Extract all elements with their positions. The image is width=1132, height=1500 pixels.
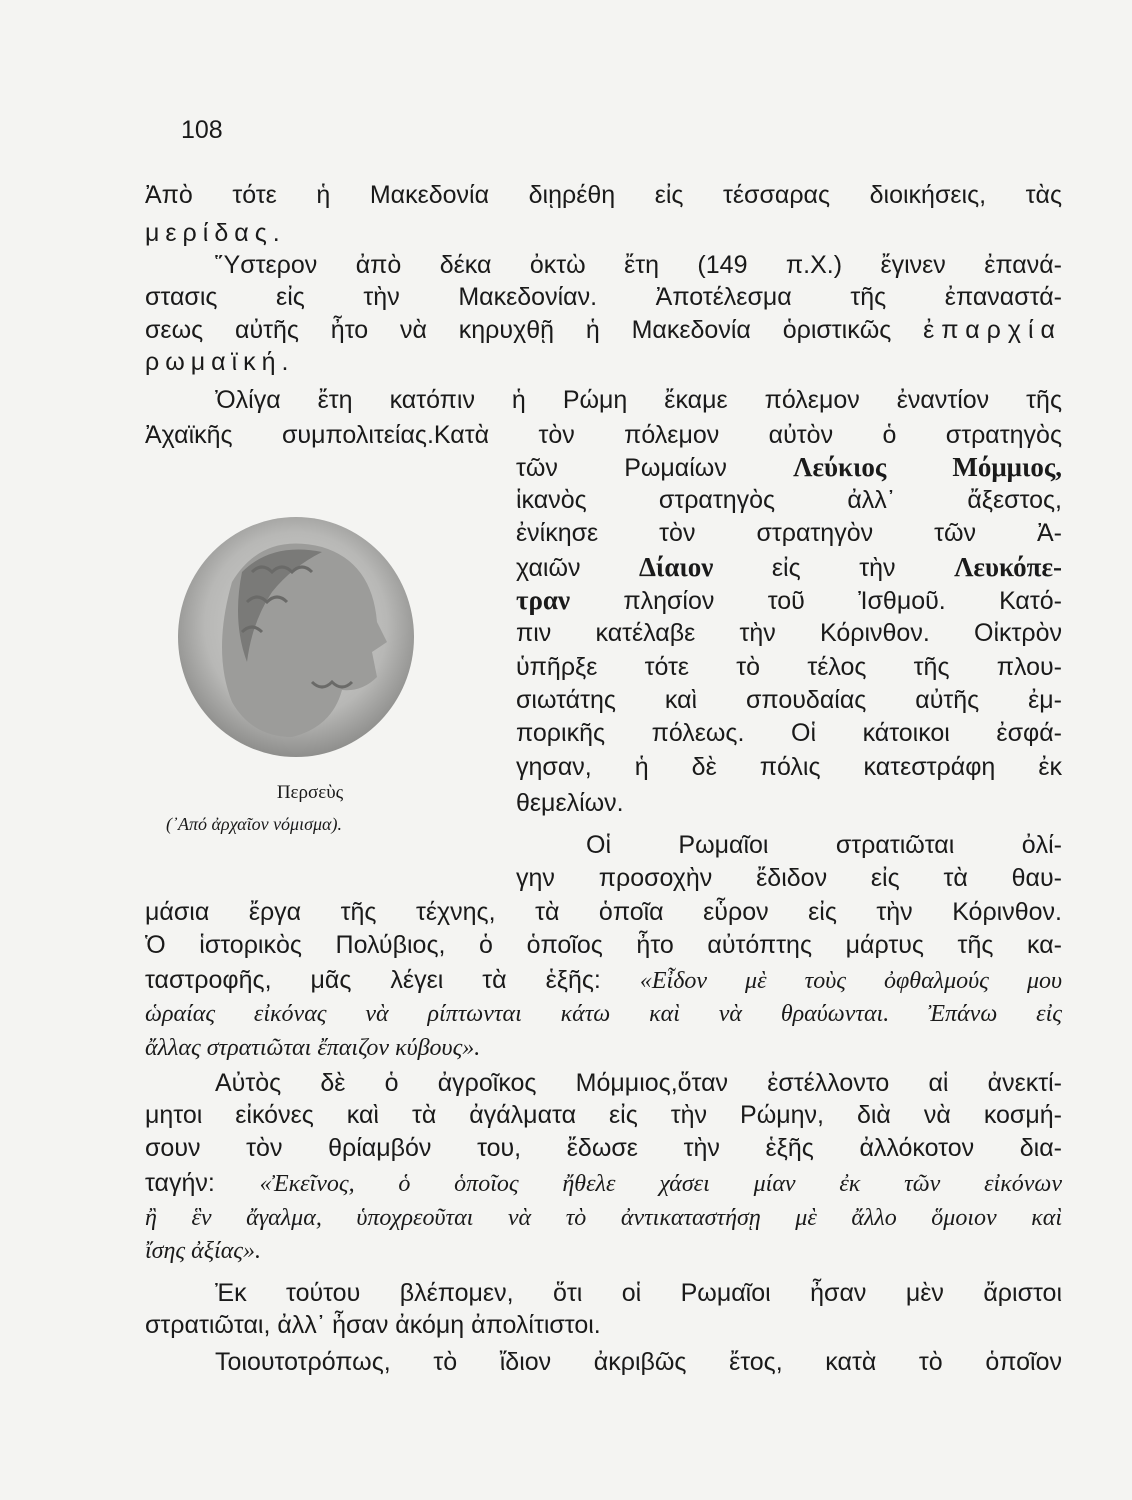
text-line: [215, 248, 1062, 282]
text-segment: Αὐτὸς δὲ ὁ ἀγροῖκος Μόμμιος,ὅταν ἐστέλλοντο αἱ ἀνεκτί-: [215, 1069, 1062, 1097]
text-segment: σιωτάτης καὶ σπουδαίας αὐτῆς ἐμ-: [516, 686, 1062, 714]
text-line: [516, 616, 1062, 650]
figure-caption-title: Περσεὺς: [276, 782, 344, 803]
text-segment: Ἐκ τούτου βλέπομεν, ὅτι οἱ Ρωμαῖοι ἦσαν μὲν ἄριστοι: [215, 1279, 1062, 1307]
text-segment: Τοιουτοτρόπως, τὸ ἴδιον ἀκριβῶς ἔτος, κατὰ τὸ ὁποῖον: [215, 1348, 1062, 1376]
text-segment: στρατιῶται, ἀλλ᾽ ἦσαν ἀκόμη ἀπολίτιστοι.: [145, 1311, 601, 1339]
text-line: [516, 786, 1062, 820]
text-segment: Ἀπὸ τότε ἡ Μακεδονία διῃρέθη εἰς τέσσαρας διοικήσεις, τὰς: [145, 181, 1062, 209]
text-line: [145, 928, 1062, 962]
text-segment: πορικῆς πόλεως. Οἱ κάτοικοι ἐσφά-: [516, 719, 1062, 747]
text-line: [516, 450, 1062, 484]
text-line: [145, 280, 1062, 314]
text-line: [145, 216, 1062, 250]
text-line: [516, 483, 1062, 517]
text-line: [145, 313, 1062, 347]
text-segment: ἐπαρχία: [923, 316, 1062, 344]
text-segment: πιν κατέλαβε τὴν Κόρινθον. Οἰκτρὸν: [516, 619, 1062, 647]
text-segment: σεως αὐτῆς ἦτο νὰ κηρυχθῇ ἡ Μακεδονία ὁριστικῶς: [145, 316, 924, 344]
text-segment: εἰς τὴν: [713, 554, 955, 582]
text-line: [516, 550, 1062, 584]
text-line: [145, 178, 1062, 212]
text-line: [145, 1233, 1062, 1267]
text-line: [145, 418, 1062, 452]
bold-name: Λευκόπε-: [954, 552, 1062, 582]
text-segment: Ἀχαϊκῆς συμπολιτείας.Κατὰ τὸν πόλεμον αὐτὸν ὁ στρατηγὸς: [145, 421, 1062, 449]
quotation-text: ἢ ἓν ἄγαλμα, ὑποχρεοῦται νὰ τὸ ἀντικαταστήσῃ μὲ ἄλλο ὅμοιον καὶ: [145, 1205, 1062, 1231]
text-segment: ἐνίκησε τὸν στρατηγὸν τῶν Ἀ-: [516, 519, 1062, 547]
text-segment: Ὁ ἱστορικὸς Πολύβιος, ὁ ὁποῖος ἦτο αὐτόπτης μάρτυς τῆς κα-: [145, 931, 1062, 959]
text-segment: Οἱ Ρωμαῖοι στρατιῶται ὀλί-: [586, 831, 1062, 859]
quotation-text: ὡραίας εἰκόνας νὰ ρίπτωνται κάτω καὶ νὰ θραύωνται. Ἐπάνω εἰς: [145, 1001, 1062, 1027]
text-line: [516, 683, 1062, 717]
text-line: [586, 828, 1062, 862]
text-segment: γην προσοχὴν ἔδιδον εἰς τὰ θαυ-: [516, 864, 1062, 892]
text-line: [516, 650, 1062, 684]
text-segment: ταστροφῆς, μᾶς λέγει τὰ ἑξῆς:: [145, 966, 640, 994]
quotation-text: «Ἐκεῖνος, ὁ ὁποῖος ἤθελε χάσει μίαν ἐκ τῶν εἰκόνων: [259, 1171, 1062, 1197]
text-segment: ἱκανὸς στρατηγὸς ἀλλ᾽ ἄξεστος,: [516, 486, 1062, 514]
bold-name: Δίαιον: [639, 552, 714, 582]
text-segment: πλησίον τοῦ Ἰσθμοῦ. Κατό-: [570, 587, 1062, 615]
text-line: [215, 1345, 1062, 1379]
page-number: 108: [181, 116, 223, 144]
figure-caption-source: (᾿Από ἀρχαῖον νόμισμα).: [166, 814, 342, 834]
text-segment: μάσια ἔργα τῆς τέχνης, τὰ ὁποῖα εὗρον εἰς τὴν Κόρινθον.: [145, 898, 1062, 926]
text-segment: στασις εἰς τὴν Μακεδονίαν. Ἀποτέλεσμα τῆς ἐπαναστά-: [145, 283, 1062, 311]
text-segment: γησαν, ἡ δὲ πόλις κατεστράφη ἐκ: [516, 753, 1062, 781]
text-segment: ταγήν:: [145, 1169, 260, 1197]
quotation-text: ἴσης ἀξίας».: [145, 1238, 262, 1264]
coin-portrait-image: [172, 512, 420, 762]
text-segment: Ὕστερον ἀπὸ δέκα ὀκτὼ ἔτη (149 π.Χ.) ἔγινεν ἐπανά-: [215, 251, 1062, 279]
quotation-text: «Εἶδον μὲ τοὺς ὀφθαλμούς μου: [639, 968, 1063, 994]
text-line: [215, 1276, 1062, 1310]
text-segment: χαιῶν: [516, 554, 640, 582]
bold-name: τραν: [516, 585, 571, 615]
text-segment: ὑπῆρξε τότε τὸ τέλος τῆς πλου-: [516, 653, 1062, 681]
text-line: [145, 1030, 1062, 1064]
text-line: [145, 963, 1062, 997]
text-line: [145, 1308, 1062, 1342]
text-line: [145, 996, 1062, 1030]
text-segment: τῶν Ρωμαίων: [516, 454, 794, 482]
text-line: [215, 383, 1062, 417]
bold-name: Λεύκιος Μόμμιος,: [793, 452, 1062, 482]
text-segment: Ὀλίγα ἔτη κατόπιν ἡ Ρώμη ἔκαμε πόλεμον ἐναντίον τῆς: [215, 386, 1062, 414]
text-segment: μητοι εἰκόνες καὶ τὰ ἀγάλματα εἰς τὴν Ρώμην, διὰ νὰ κοσμή-: [145, 1101, 1062, 1129]
text-line: [145, 1166, 1062, 1200]
text-line: [145, 895, 1062, 929]
text-segment: θεμελίων.: [516, 789, 624, 817]
text-line: [516, 516, 1062, 550]
text-segment: σουν τὸν θρίαμβόν του, ἔδωσε τὴν ἑξῆς ἀλλόκοτον δια-: [145, 1134, 1062, 1162]
text-line: [145, 345, 1062, 379]
text-line: [145, 1131, 1062, 1165]
text-line: [145, 1200, 1062, 1234]
text-segment: ρωμαϊκή.: [145, 348, 295, 376]
text-segment: μερίδας.: [145, 219, 286, 247]
quotation-text: ἄλλας στρατιῶται ἔπαιζον κύβους».: [145, 1035, 481, 1061]
text-line: [516, 861, 1062, 895]
text-line: [145, 1098, 1062, 1132]
text-line: [516, 583, 1062, 617]
text-line: [215, 1066, 1062, 1100]
text-line: [516, 750, 1062, 784]
text-line: [516, 716, 1062, 750]
